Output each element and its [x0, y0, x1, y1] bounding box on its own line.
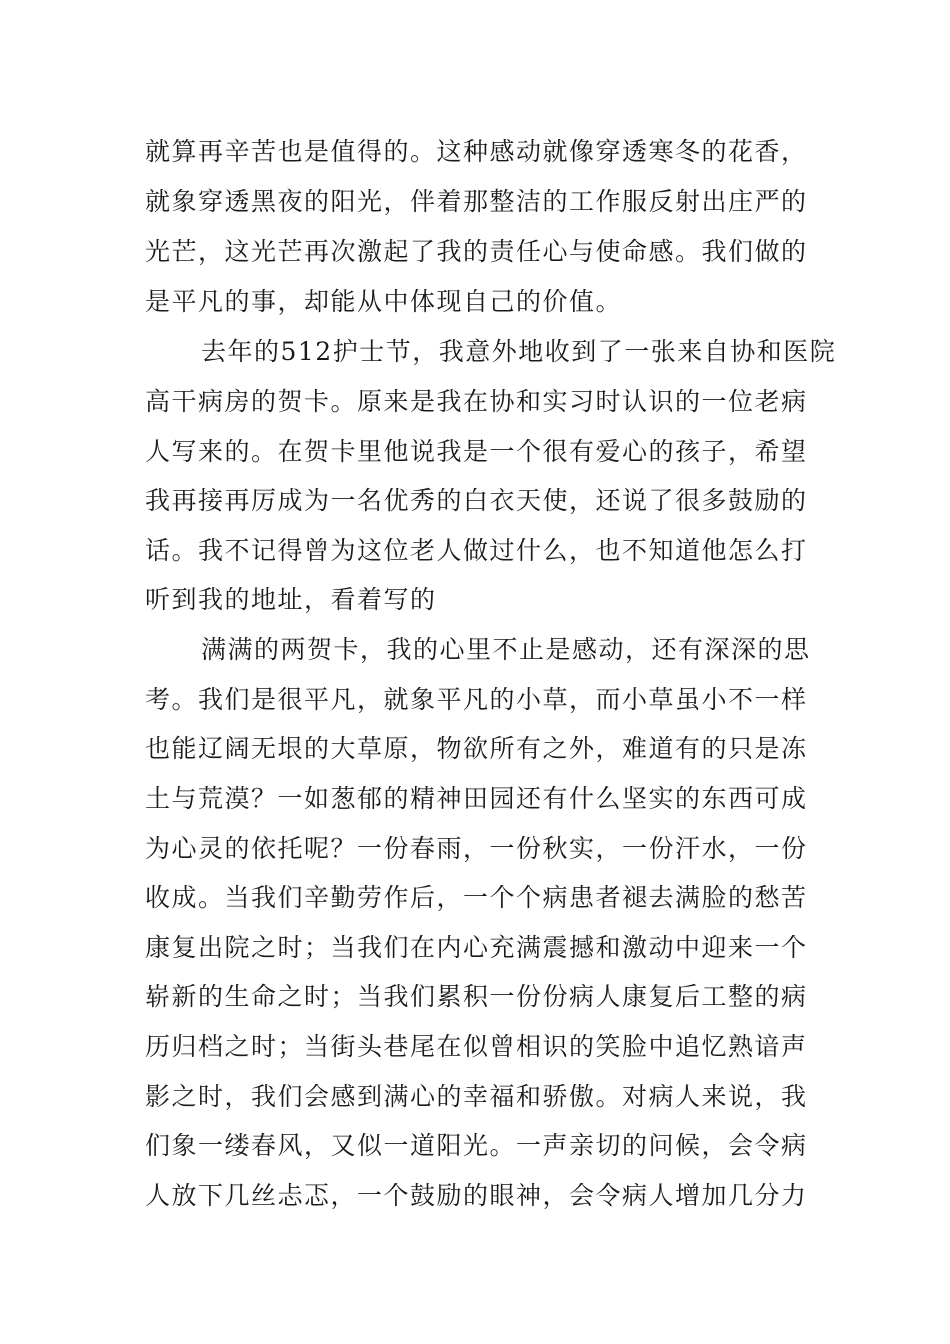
text-line: 考。我们是很平凡，就象平凡的小草，而小草虽小不一样: [145, 685, 808, 714]
text-line: 康复出院之时；当我们在内心充满震撼和激动中迎来一个: [145, 933, 808, 962]
text-line: 为心灵的依托呢？一份春雨，一份秋实，一份汗水，一份: [145, 834, 808, 863]
text-line: 人写来的。在贺卡里他说我是一个很有爱心的孩子，希望: [145, 437, 808, 466]
text-line: 去年的512护士节，我意外地收到了一张来自协和医院: [201, 337, 837, 366]
text-line: 我再接再厉成为一名优秀的白衣天使，还说了很多鼓励的: [145, 486, 808, 515]
text-line: 也能辽阔无垠的大草原，物欲所有之外，难道有的只是冻: [145, 734, 808, 763]
text-line: 们象一缕春风，又似一道阳光。一声亲切的问候，会令病: [145, 1131, 808, 1160]
text-line: 人放下几丝忐忑，一个鼓励的眼神，会令病人增加几分力: [145, 1181, 808, 1210]
text-line: 就算再辛苦也是值得的。这种感动就像穿透寒冬的花香，: [145, 137, 808, 166]
text-line: 满满的两贺卡，我的心里不止是感动，还有深深的思: [201, 635, 811, 664]
text-line: 土与荒漠？一如葱郁的精神田园还有什么坚实的东西可成: [145, 784, 808, 813]
text-line: 话。我不记得曾为这位老人做过什么，也不知道他怎么打: [145, 536, 808, 565]
text-line: 崭新的生命之时；当我们累积一份份病人康复后工整的病: [145, 982, 808, 1011]
text-line: 影之时，我们会感到满心的幸福和骄傲。对病人来说，我: [145, 1082, 808, 1111]
text-line: 光芒，这光芒再次激起了我的责任心与使命感。我们做的: [145, 237, 808, 266]
text-line: 是平凡的事，却能从中体现自己的价值。: [145, 287, 623, 316]
text-line: 就象穿透黑夜的阳光，伴着那整洁的工作服反射出庄严的: [145, 187, 808, 216]
text-line: 收成。当我们辛勤劳作后，一个个病患者褪去满脸的愁苦: [145, 883, 808, 912]
text-line: 听到我的地址，看着写的: [145, 585, 437, 614]
text-line: 历归档之时；当街头巷尾在似曾相识的笑脸中追忆熟谙声: [145, 1032, 808, 1061]
text-line: 高干病房的贺卡。原来是我在协和实习时认识的一位老病: [145, 387, 808, 416]
